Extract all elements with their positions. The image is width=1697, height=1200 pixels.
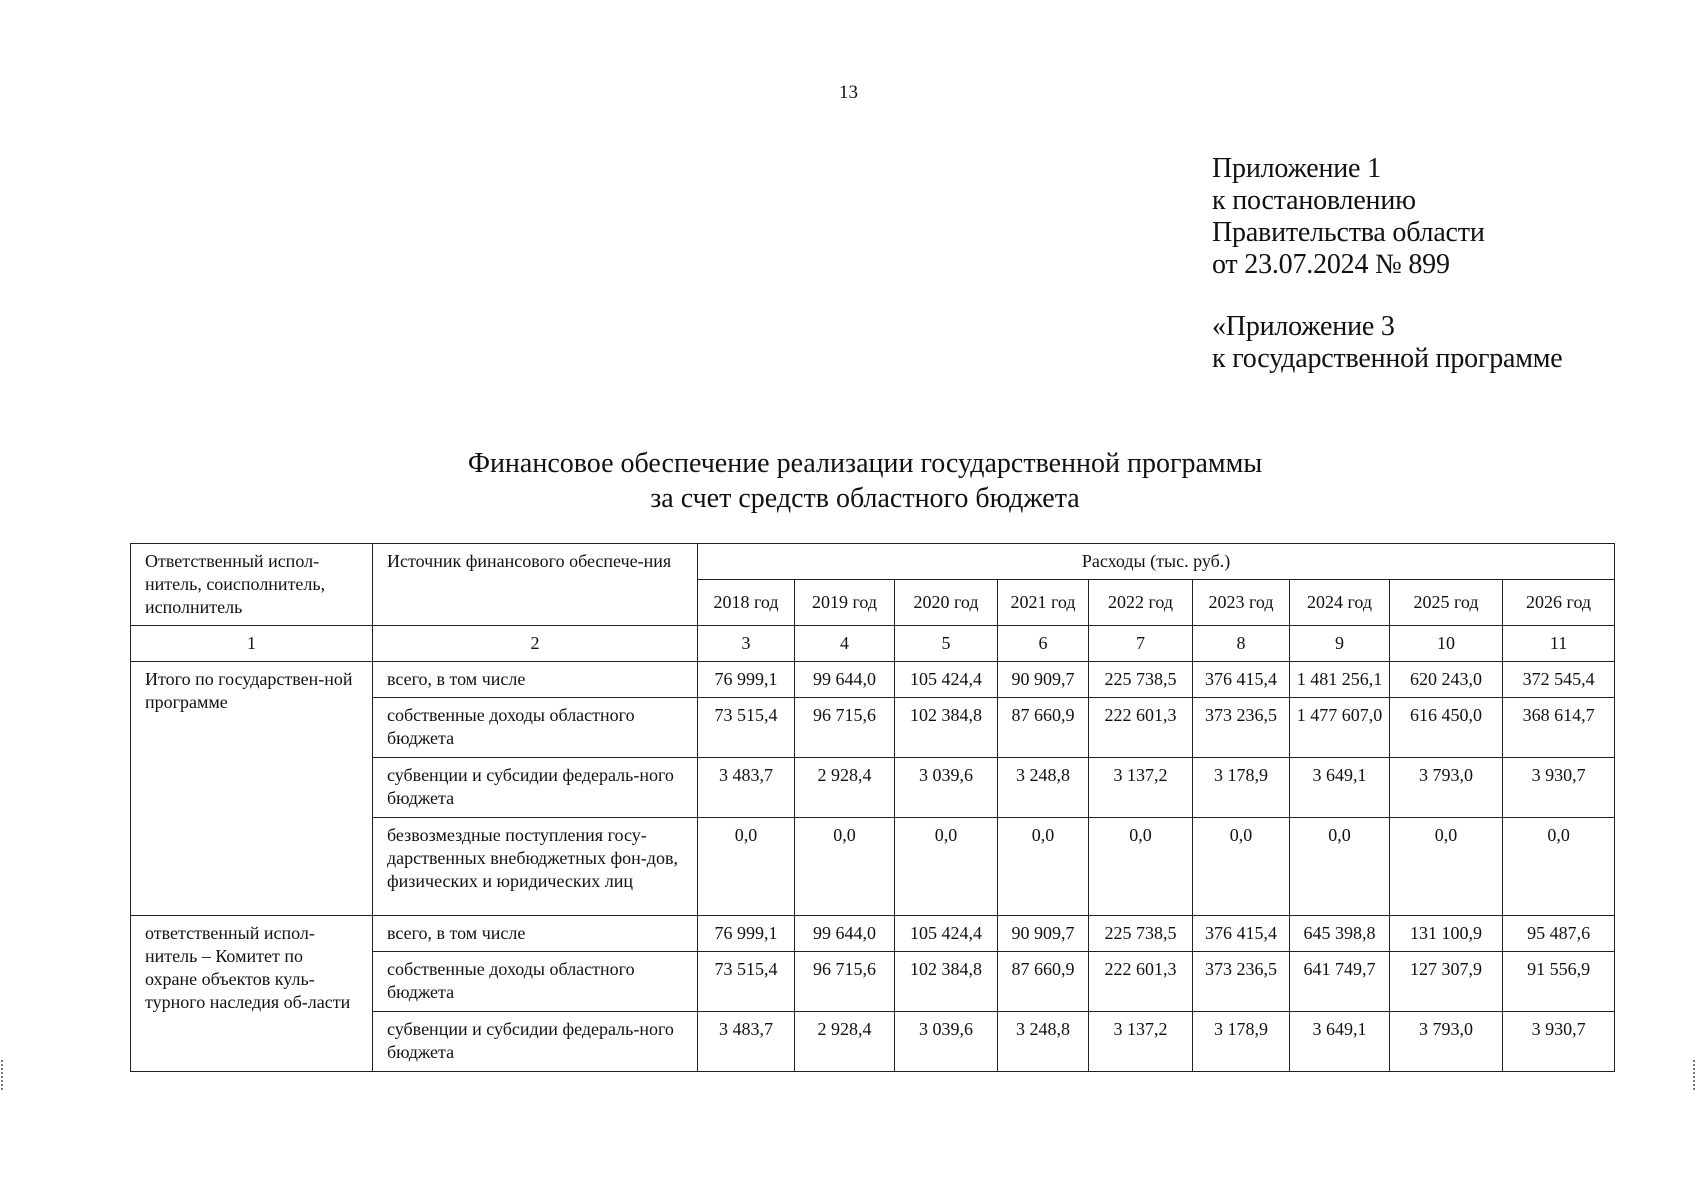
year-header-cell: 2024 год	[1290, 580, 1390, 626]
value-cell: 3 793,0	[1390, 758, 1503, 818]
value-cell: 2 928,4	[795, 758, 895, 818]
value-cell: 372 545,4	[1503, 662, 1615, 698]
value-cell: 373 236,5	[1193, 952, 1290, 1012]
title-line: Финансовое обеспечение реализации государственной программы	[467, 448, 1263, 479]
value-cell: 376 415,4	[1193, 916, 1290, 952]
source-cell: субвенции и субсидии федераль-ного бюджета	[373, 1012, 698, 1072]
value-cell: 90 909,7	[998, 916, 1089, 952]
value-cell: 0,0	[1290, 818, 1390, 916]
value-cell: 373 236,5	[1193, 698, 1290, 758]
source-cell: субвенции и субсидии федераль-ного бюджета	[373, 758, 698, 818]
year-header-cell: 2021 год	[998, 580, 1089, 626]
value-cell: 376 415,4	[1193, 662, 1290, 698]
value-cell: 3 137,2	[1089, 1012, 1193, 1072]
value-cell: 102 384,8	[895, 698, 998, 758]
year-header-cell: 2020 год	[895, 580, 998, 626]
value-cell: 76 999,1	[698, 916, 795, 952]
value-cell: 2 928,4	[795, 1012, 895, 1072]
value-cell: 96 715,6	[795, 698, 895, 758]
page-number: 13	[839, 82, 858, 103]
value-cell: 3 793,0	[1390, 1012, 1503, 1072]
column-index-cell: 2	[373, 626, 698, 662]
column-index-cell: 8	[1193, 626, 1290, 662]
value-cell: 96 715,6	[795, 952, 895, 1012]
appendix-line: к постановлению	[1212, 185, 1416, 216]
value-cell: 3 178,9	[1193, 758, 1290, 818]
year-header-cell: 2022 год	[1089, 580, 1193, 626]
appendix-gap	[1212, 281, 1563, 311]
executor-cell: Итого по государствен-ной программе	[131, 662, 373, 916]
value-cell: 641 749,7	[1290, 952, 1390, 1012]
value-cell: 3 649,1	[1290, 758, 1390, 818]
value-cell: 3 039,6	[895, 1012, 998, 1072]
scan-edge-mark	[1693, 1060, 1697, 1090]
value-cell: 87 660,9	[998, 698, 1089, 758]
table-row	[131, 662, 1615, 698]
value-cell: 99 644,0	[795, 916, 895, 952]
value-cell: 225 738,5	[1089, 916, 1193, 952]
value-cell: 3 930,7	[1503, 1012, 1615, 1072]
column-index-row	[131, 626, 1615, 662]
value-cell: 73 515,4	[698, 952, 795, 1012]
value-cell: 620 243,0	[1390, 662, 1503, 698]
value-cell: 131 100,9	[1390, 916, 1503, 952]
value-cell: 3 039,6	[895, 758, 998, 818]
column-index-cell: 11	[1503, 626, 1615, 662]
column-index-cell: 7	[1089, 626, 1193, 662]
source-cell: всего, в том числе	[373, 662, 698, 698]
source-cell: безвозмездные поступления госу-дарственных внебюджетных фон-дов, физических и юридических лиц	[373, 818, 698, 916]
value-cell: 3 483,7	[698, 1012, 795, 1072]
year-header-cell: 2026 год	[1503, 580, 1615, 626]
value-cell: 0,0	[998, 818, 1089, 916]
value-cell: 222 601,3	[1089, 698, 1193, 758]
source-cell: собственные доходы областного бюджета	[373, 952, 698, 1012]
appendix-line: «Приложение 3	[1212, 311, 1395, 342]
column-index-cell: 3	[698, 626, 795, 662]
appendix-line: Правительства области	[1212, 217, 1485, 248]
value-cell: 0,0	[895, 818, 998, 916]
value-cell: 105 424,4	[895, 916, 998, 952]
value-cell: 1 481 256,1	[1290, 662, 1390, 698]
value-cell: 73 515,4	[698, 698, 795, 758]
table-row	[131, 916, 1615, 952]
source-cell: собственные доходы областного бюджета	[373, 698, 698, 758]
value-cell: 3 248,8	[998, 1012, 1089, 1072]
value-cell: 225 738,5	[1089, 662, 1193, 698]
value-cell: 222 601,3	[1089, 952, 1193, 1012]
year-header-cell: 2023 год	[1193, 580, 1290, 626]
value-cell: 3 137,2	[1089, 758, 1193, 818]
table-body	[131, 662, 1615, 1072]
column-index-cell: 4	[795, 626, 895, 662]
column-index-cell: 10	[1390, 626, 1503, 662]
value-cell: 3 930,7	[1503, 758, 1615, 818]
value-cell: 90 909,7	[998, 662, 1089, 698]
value-cell: 1 477 607,0	[1290, 698, 1390, 758]
value-cell: 616 450,0	[1390, 698, 1503, 758]
appendix-line: к государственной программе	[1212, 343, 1563, 374]
financing-table	[130, 543, 1615, 1072]
column-index-cell: 5	[895, 626, 998, 662]
header-source: Источник финансового обеспече-ния	[373, 544, 698, 626]
header-expenses: Расходы (тыс. руб.)	[698, 544, 1615, 580]
executor-cell: ответственный испол-нитель – Комитет по охране объектов куль-турного наследия об-ласти	[131, 916, 373, 1072]
value-cell: 645 398,8	[1290, 916, 1390, 952]
value-cell: 91 556,9	[1503, 952, 1615, 1012]
value-cell: 87 660,9	[998, 952, 1089, 1012]
value-cell: 105 424,4	[895, 662, 998, 698]
value-cell: 0,0	[698, 818, 795, 916]
column-index-cell: 9	[1290, 626, 1390, 662]
value-cell: 0,0	[1503, 818, 1615, 916]
value-cell: 76 999,1	[698, 662, 795, 698]
value-cell: 3 483,7	[698, 758, 795, 818]
source-cell: всего, в том числе	[373, 916, 698, 952]
value-cell: 3 649,1	[1290, 1012, 1390, 1072]
scan-edge-mark	[1, 1060, 5, 1090]
appendix-block	[1212, 153, 1563, 375]
year-header-cell: 2025 год	[1390, 580, 1503, 626]
column-index-cell: 1	[131, 626, 373, 662]
value-cell: 0,0	[1390, 818, 1503, 916]
value-cell: 99 644,0	[795, 662, 895, 698]
column-index-cell: 6	[998, 626, 1089, 662]
value-cell: 0,0	[1193, 818, 1290, 916]
value-cell: 0,0	[1089, 818, 1193, 916]
value-cell: 368 614,7	[1503, 698, 1615, 758]
value-cell: 95 487,6	[1503, 916, 1615, 952]
value-cell: 3 248,8	[998, 758, 1089, 818]
value-cell: 3 178,9	[1193, 1012, 1290, 1072]
header-executor: Ответственный испол-нитель, соисполнитель, исполнитель	[131, 544, 373, 626]
document-title	[0, 446, 1697, 516]
title-line: за счет средств областного бюджета	[650, 483, 1080, 514]
appendix-line: от 23.07.2024 № 899	[1212, 249, 1450, 280]
appendix-line: Приложение 1	[1212, 153, 1381, 184]
value-cell: 127 307,9	[1390, 952, 1503, 1012]
value-cell: 0,0	[795, 818, 895, 916]
value-cell: 102 384,8	[895, 952, 998, 1012]
year-header-cell: 2018 год	[698, 580, 795, 626]
year-header-cell: 2019 год	[795, 580, 895, 626]
